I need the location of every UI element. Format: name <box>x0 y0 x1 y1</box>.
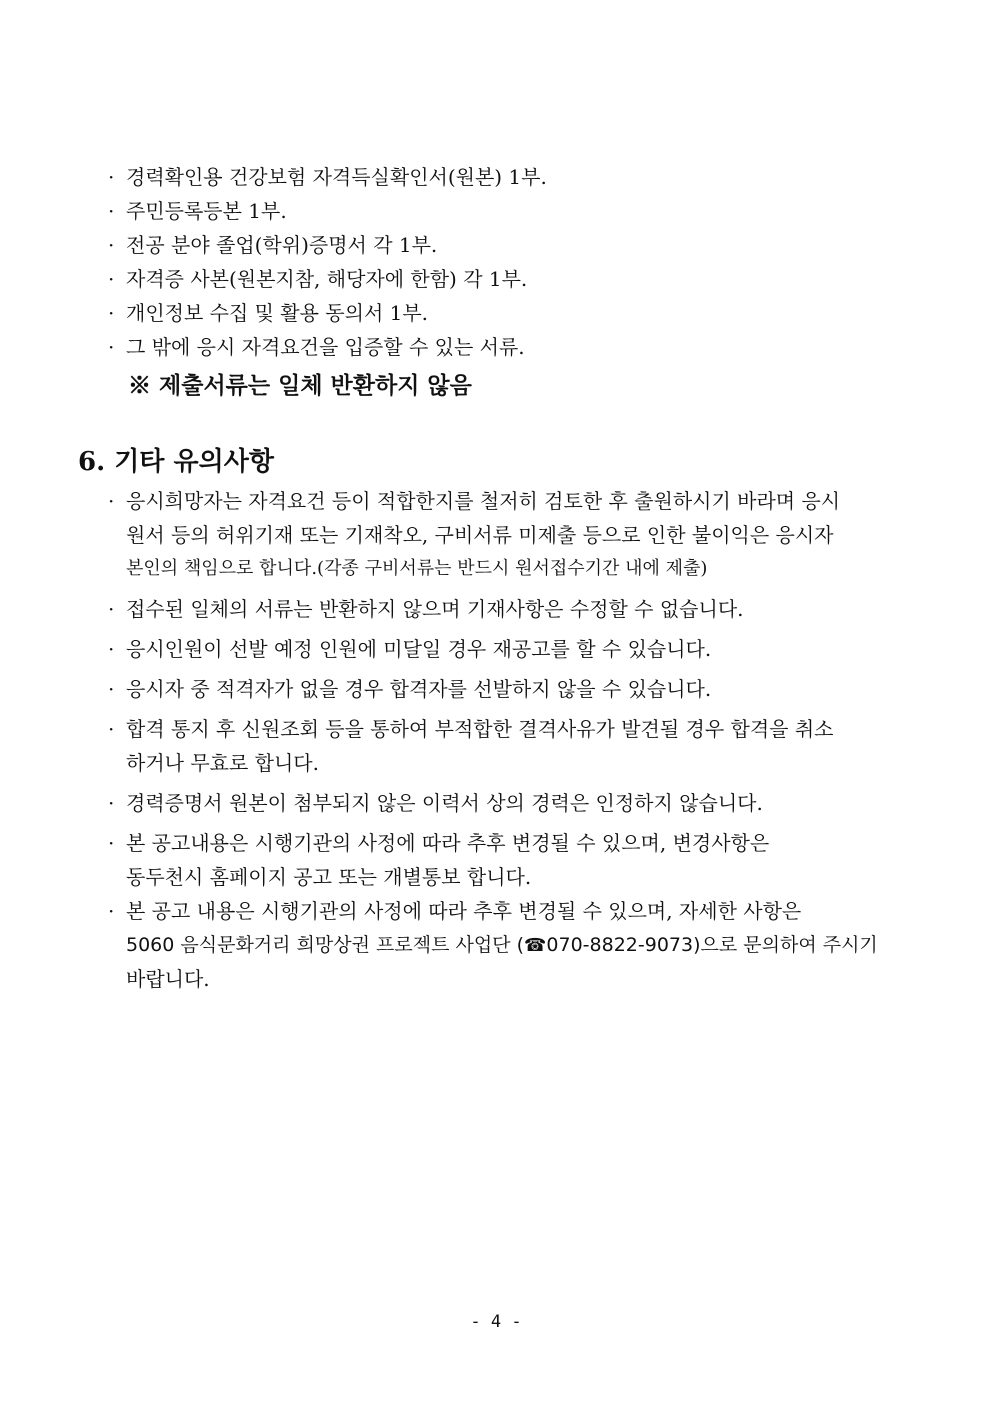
note-item <box>108 484 928 586</box>
list-item <box>108 330 928 364</box>
note-line: 본 공고내용은 시행기관의 사정에 따라 추후 변경될 수 있으며, 변경사항은 <box>126 831 770 855</box>
bullet: · <box>108 637 115 661</box>
bullet: · <box>108 489 115 513</box>
note-line: 원서 등의 허위기재 또는 기재착오, 구비서류 미제출 등으로 인한 불이익은 응시자 <box>126 523 834 547</box>
bullet: · <box>108 165 115 189</box>
required-documents-list <box>108 160 928 364</box>
bullet: · <box>108 831 115 855</box>
list-item <box>108 296 928 330</box>
note-line: 접수된 일체의 서류는 반환하지 않으며 기재사항은 수정할 수 없습니다. <box>126 597 744 621</box>
note-line: 하거나 무효로 합니다. <box>126 751 319 775</box>
list-item <box>108 160 928 194</box>
bullet: · <box>108 899 115 923</box>
bullet: · <box>108 791 115 815</box>
contact-line <box>126 928 878 962</box>
note-item <box>108 672 928 706</box>
note-line: 바랍니다. <box>126 967 210 991</box>
note-item <box>108 592 928 626</box>
note-line: 본 공고 내용은 시행기관의 사정에 따라 추후 변경될 수 있으며, 자세한 사항은 <box>126 899 802 923</box>
bullet: · <box>108 267 115 291</box>
list-item-text: 주민등록등본 1부. <box>126 199 287 223</box>
list-item-text: 자격증 사본(원본지참, 해당자에 한함) 각 1부. <box>126 267 528 291</box>
note-line: 응시인원이 선발 예정 인원에 미달일 경우 재공고를 할 수 있습니다. <box>126 637 712 661</box>
list-item <box>108 262 928 296</box>
note-line: 경력증명서 원본이 첨부되지 않은 이력서 상의 경력은 인정하지 않습니다. <box>126 791 763 815</box>
note-line: 응시자 중 적격자가 없을 경우 합격자를 선발하지 않을 수 있습니다. <box>126 677 712 701</box>
list-item-text: 그 밖에 응시 자격요건을 입증할 수 있는 서류. <box>126 335 525 359</box>
bullet: · <box>108 301 115 325</box>
no-return-notice: ※ 제출서류는 일체 반환하지 않음 <box>128 372 472 399</box>
page-number: - 4 - <box>470 1312 522 1332</box>
note-line: 합격 통지 후 신원조회 등을 통하여 부적합한 결격사유가 발견될 경우 합격을 취소 <box>126 717 834 741</box>
list-item-text: 개인정보 수집 및 활용 동의서 1부. <box>126 301 429 325</box>
note-item <box>108 712 928 780</box>
list-item-text: 전공 분야 졸업(학위)증명서 각 1부. <box>126 233 438 257</box>
note-line: 동두천시 홈페이지 공고 또는 개별통보 합니다. <box>126 865 532 889</box>
bullet: · <box>108 717 115 741</box>
note-line: 응시희망자는 자격요건 등이 적합한지를 철저히 검토한 후 출원하시기 바라며 응시 <box>126 489 841 513</box>
phone-number: 070-8822-9073 <box>546 934 694 956</box>
note-item <box>108 826 928 894</box>
note-item <box>108 786 928 820</box>
list-item <box>108 228 928 262</box>
notes-list <box>108 484 928 996</box>
bullet: · <box>108 335 115 359</box>
contact-prefix: 5060 음식문화거리 희망상권 프로젝트 사업단 ( <box>126 934 524 956</box>
list-item <box>108 194 928 228</box>
bullet: · <box>108 233 115 257</box>
section-title: 6. 기타 유의사항 <box>78 447 274 477</box>
phone-icon: ☎ <box>523 935 547 956</box>
bullet: · <box>108 597 115 621</box>
note-item <box>108 894 928 996</box>
note-item <box>108 632 928 666</box>
note-line: 본인의 책임으로 합니다.(각종 구비서류는 반드시 원서접수기간 내에 제출) <box>126 558 708 579</box>
bullet: · <box>108 199 115 223</box>
bullet: · <box>108 677 115 701</box>
contact-suffix: )으로 문의하여 주시기 <box>693 934 878 956</box>
list-item-text: 경력확인용 건강보험 자격득실확인서(원본) 1부. <box>126 165 547 189</box>
